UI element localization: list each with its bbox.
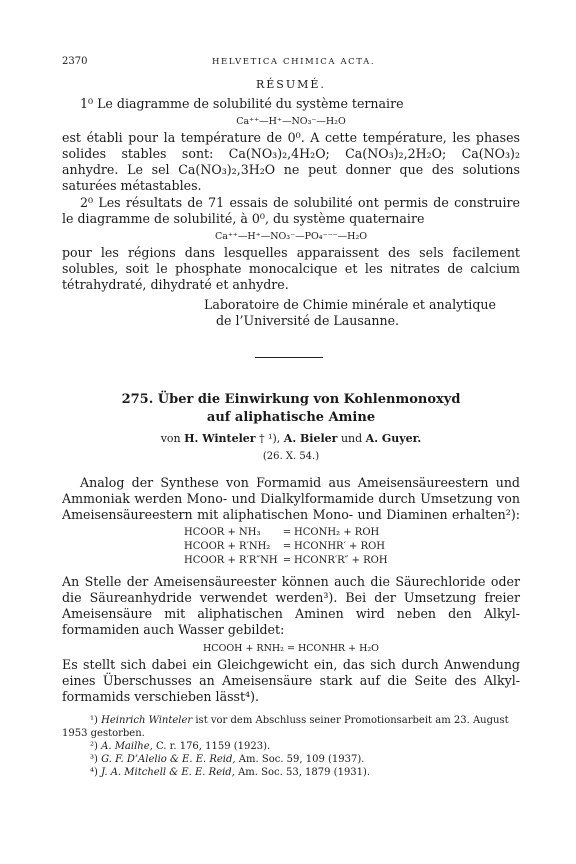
author-1: H. Winteler <box>184 432 256 445</box>
resume-p2-formula: Ca⁺⁺—H⁺—NO₃⁻—PO₄⁻⁻⁻—H₂O <box>214 231 368 242</box>
article-title-line1: 275. Über die Einwirkung von Kohlenmonoxyd <box>121 392 461 407</box>
running-header: HELVETICA CHIMICA ACTA. <box>212 57 376 67</box>
equation-row: HCOOR + R′NH₂ = HCONHR′ + ROH <box>184 541 386 552</box>
page-number: 2370 <box>62 56 88 67</box>
equation-formic-acid: HCOOH + RNH₂ = HCONHR + H₂O <box>203 643 379 654</box>
footnote-2 <box>90 740 520 753</box>
resume-p2-line1: 2⁰ Les résultats de 71 essais de solubilité ont permis de construire <box>80 195 520 210</box>
article-title-line2: auf aliphatische Amine <box>206 410 376 425</box>
footnote-1-name: Heinrich Winteler <box>101 715 193 726</box>
author-3: A. Guyer. <box>365 432 422 445</box>
resume-p1-line5: saturées métastables. <box>62 178 202 193</box>
equation-row: HCOOR + NH₃ = HCONH₂ + ROH <box>184 527 380 538</box>
footnote-4-author: J. A. Mitchell & E. E. Reid, <box>101 767 235 778</box>
body-p3-line1: Es stellt sich dabei ein Gleichgewicht ein, das sich durch Anwendung <box>62 657 520 672</box>
resume-p1-line1: 1⁰ Le diagramme de solubilité du système ternaire <box>80 96 404 111</box>
author-byline <box>62 432 520 445</box>
body-p1-line3: Ameisensäureestern mit aliphatischen Mono- und Diaminen erhalten²): <box>62 507 520 522</box>
footnote-1 <box>90 714 520 727</box>
footnote-2-author: A. Mailhe, <box>101 741 153 752</box>
resume-p1-line4: anhydre. Le sel Ca(NO₃)₂,3H₂O ne peut donner que des solutions <box>62 162 520 177</box>
resume-p1-line2: est établi pour la température de 0⁰. A cette température, les phases <box>62 130 520 145</box>
footnote-4-mark: ⁴) <box>90 767 98 778</box>
body-p1-line1: Analog der Synthese von Formamid aus Ameisensäureestern und <box>80 475 520 490</box>
body-p1-line2: Ammoniak werden Mono- und Dialkylformamide durch Umsetzung von <box>62 491 520 506</box>
resume-p2-line5: tétrahydraté, dihydraté et anhydre. <box>62 277 289 292</box>
author-1-mark: † ¹), <box>259 432 281 445</box>
body-p2-line2: die Säureanhydride verwendet werden³). Bei der Umsetzung freier <box>62 590 520 605</box>
byline-prefix: von <box>160 432 181 445</box>
footnote-3-mark: ³) <box>90 754 98 765</box>
resume-p2-line4: solubles, soit le phosphate monocalcique et les nitrates de calcium <box>62 261 520 276</box>
footnote-3 <box>90 753 520 766</box>
footnote-2-text: C. r. 176, 1159 (1923). <box>156 741 271 752</box>
section-divider <box>255 357 323 358</box>
body-p2-line1: An Stelle der Ameisensäureester können auch die Säurechloride oder <box>62 574 520 589</box>
received-date: (26. X. 54.) <box>262 451 320 462</box>
equation-row: HCOOR + R′R″NH = HCONR′R″ + ROH <box>184 555 388 566</box>
footnote-2-mark: ²) <box>90 741 98 752</box>
footnote-1-text: ist vor dem Abschluss seiner Promotionsarbeit am 23. August <box>195 715 509 726</box>
lab-affiliation-line1: Laboratoire de Chimie minérale et analytique <box>204 297 496 312</box>
body-p2-line4: formamiden auch Wasser gebildet: <box>62 622 285 637</box>
byline-and: und <box>340 432 363 445</box>
footnote-3-text: Am. Soc. 59, 109 (1937). <box>238 754 365 765</box>
lab-affiliation-line2: de l’Université de Lausanne. <box>216 313 400 328</box>
resume-p2-line2: le diagramme de solubilité, à 0⁰, du système quaternaire <box>62 211 425 226</box>
resume-p1-formula: Ca⁺⁺—H⁺—NO₃⁻—H₂O <box>236 116 346 127</box>
resume-p1-line3: solides stables sont: Ca(NO₃)₂,4H₂O; Ca(NO₃)₂,2H₂O; Ca(NO₃)₂ <box>62 146 520 161</box>
footnote-1-mark: ¹) <box>90 715 98 726</box>
footnote-3-author: G. F. D’Alelio & E. E. Reid, <box>101 754 236 765</box>
body-p3-line2: eines Überschusses an Ameisensäure stark auf die Seite des Alkyl- <box>62 673 520 688</box>
author-2: A. Bieler <box>283 432 338 445</box>
footnote-4-text: Am. Soc. 53, 1879 (1931). <box>238 767 371 778</box>
resume-heading: RÉSUMÉ. <box>256 78 326 91</box>
body-p3-line3: formamids verschieben lässt⁴). <box>62 689 260 704</box>
resume-p2-line3: pour les régions dans lesquelles apparaissent des sels facilement <box>62 245 520 260</box>
footnote-1-continuation: 1953 gestorben. <box>62 728 145 739</box>
body-p2-line3: Ameisensäure mit aliphatischen Aminen wird neben den Alkyl- <box>62 606 520 621</box>
footnote-4 <box>90 766 520 779</box>
